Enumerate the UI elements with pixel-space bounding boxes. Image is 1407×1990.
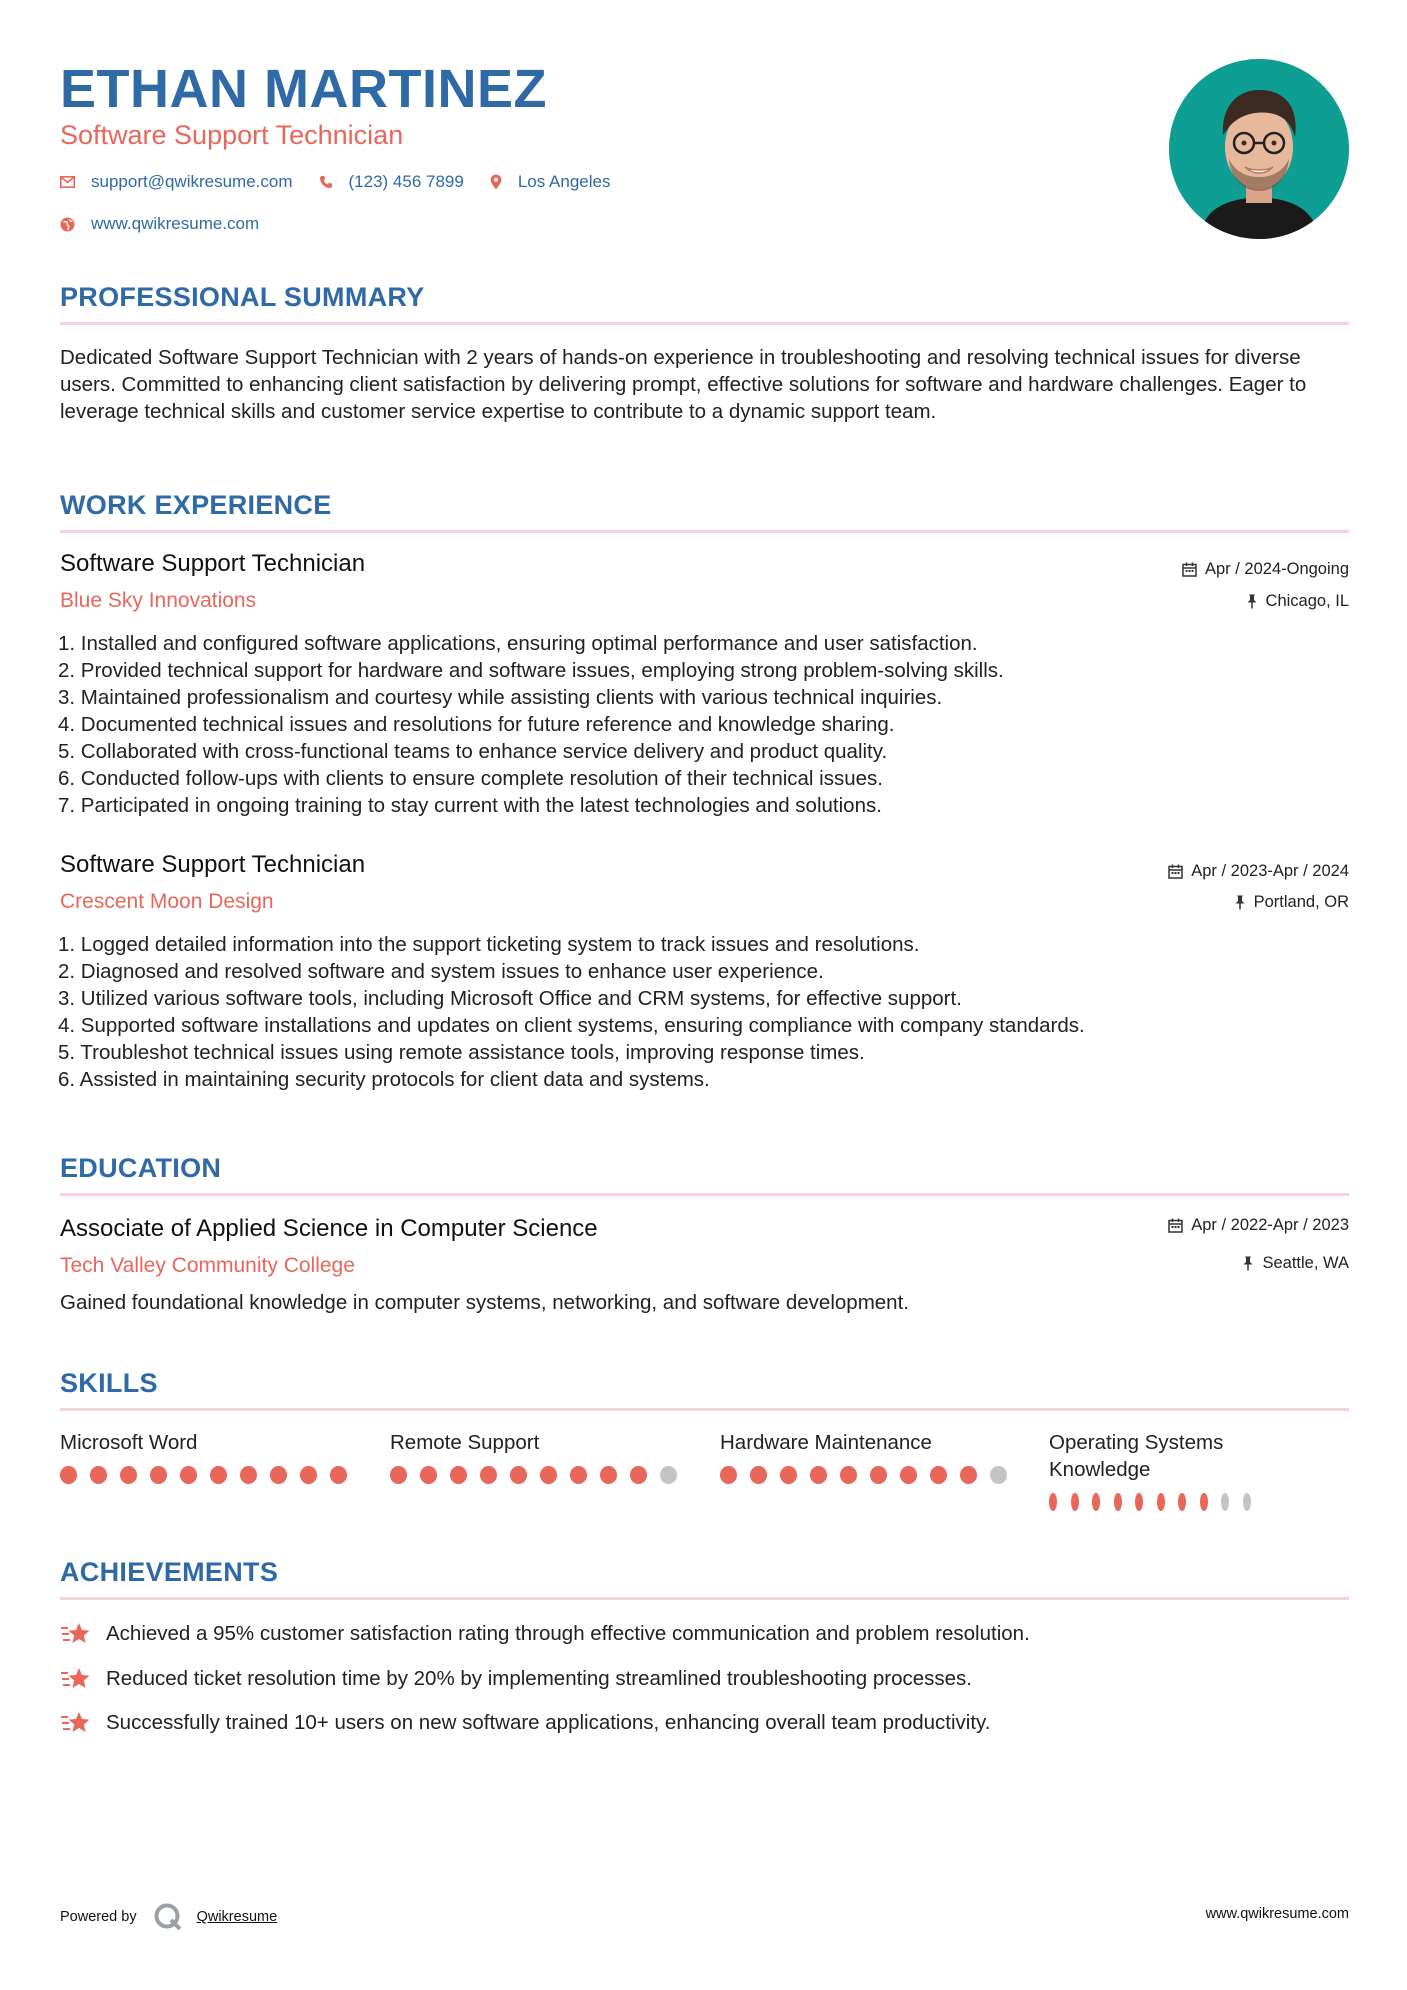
phone-contact[interactable]: [319, 172, 464, 192]
rating-dot-filled: [120, 1466, 137, 1484]
skill-item: [720, 1429, 1020, 1484]
job-2-company: Crescent Moon Design: [60, 890, 274, 913]
email-contact[interactable]: [60, 172, 293, 192]
education-location-text: Seattle, WA: [1262, 1254, 1349, 1272]
rating-dot-filled: [90, 1466, 107, 1484]
website-text: www.qwikresume.com: [91, 214, 260, 233]
achievement-item: [60, 1620, 1030, 1648]
experience-heading: WORK EXPERIENCE: [60, 490, 332, 520]
map-pin-icon: [490, 174, 502, 190]
contact-row-1: [60, 172, 636, 192]
summary-text: Dedicated Software Support Technician with 2 years of hands-on experience in troubleshooting and resolving technical issues for diverse users. Committed to enhancing client satisfaction by delivering prompt, effective solutions for software and hardware challenges. Eager to leverage technical skills and customer service expertise to contribute to a dynamic support team.: [60, 346, 1307, 423]
achievements-heading: ACHIEVEMENTS: [60, 1557, 279, 1587]
rating-dot-empty: [660, 1466, 677, 1484]
rating-dot-filled: [450, 1466, 467, 1484]
education-heading: EDUCATION: [60, 1153, 222, 1183]
rating-dot-filled: [600, 1466, 617, 1484]
education-degree: Associate of Applied Science in Computer Science: [60, 1215, 598, 1242]
job-1-location: [1246, 592, 1349, 611]
phone-icon: [319, 175, 333, 189]
rating-dot-filled: [1200, 1493, 1208, 1511]
contact-row-2: [60, 214, 285, 234]
rating-dot-filled: [1135, 1493, 1143, 1511]
job-1-company: Blue Sky Innovations: [60, 589, 257, 612]
rating-dot-filled: [780, 1466, 797, 1484]
calendar-icon: [1182, 562, 1197, 577]
summary-divider: [60, 322, 1349, 325]
website-contact[interactable]: [60, 214, 259, 234]
rating-dot-filled: [1157, 1493, 1165, 1511]
experience-divider: [60, 530, 1349, 533]
job-2-bullet: 1. Logged detailed information into the support ticketing system to track issues and resolutions.: [58, 933, 920, 956]
rating-dot-filled: [840, 1466, 857, 1484]
job-2-bullet: 4. Supported software installations and updates on client systems, ensuring compliance with company standards.: [58, 1014, 1085, 1037]
education-description: Gained foundational knowledge in computer systems, networking, and software development.: [60, 1291, 909, 1314]
job-1-bullet: 5. Collaborated with cross-functional teams to enhance service delivery and product quality.: [58, 740, 888, 763]
qwikresume-link[interactable]: Qwikresume: [196, 1909, 278, 1925]
envelope-icon: [60, 176, 75, 188]
rating-dot-filled: [300, 1466, 317, 1484]
job-2-dates: [1168, 862, 1349, 881]
rating-dot-filled: [240, 1466, 257, 1484]
pushpin-icon: [1234, 895, 1246, 910]
rating-dot-filled: [750, 1466, 767, 1484]
job-1-location-text: Chicago, IL: [1265, 592, 1349, 610]
achievements-divider: [60, 1597, 1349, 1600]
rating-dot-filled: [150, 1466, 167, 1484]
rating-dot-filled: [1092, 1493, 1100, 1511]
skill-rating: [1049, 1493, 1264, 1511]
skill-name: Remote Support: [390, 1431, 540, 1454]
rating-dot-filled: [390, 1466, 407, 1484]
job-1-bullets: [58, 630, 1347, 819]
job-2-location-text: Portland, OR: [1253, 893, 1349, 911]
globe-icon: [60, 217, 75, 232]
job-2-bullet: 2. Diagnosed and resolved software and system issues to enhance user experience.: [58, 960, 824, 983]
pushpin-icon: [1246, 594, 1258, 609]
rating-dot-filled: [1071, 1493, 1079, 1511]
education-dates: [1168, 1216, 1349, 1235]
education-school: Tech Valley Community College: [60, 1254, 355, 1277]
rating-dot-filled: [900, 1466, 917, 1484]
skills-heading: SKILLS: [60, 1368, 158, 1398]
job-1-bullet: 3. Maintained professionalism and courtesy while assisting clients with various technical inquiries.: [58, 686, 943, 709]
job-2-location: [1234, 893, 1349, 912]
rating-dot-filled: [480, 1466, 497, 1484]
job-2-bullet: 5. Troubleshot technical issues using remote assistance tools, improving response times.: [58, 1041, 865, 1064]
skill-item: [390, 1429, 690, 1484]
rating-dot-filled: [570, 1466, 587, 1484]
rating-dot-filled: [870, 1466, 887, 1484]
rating-dot-filled: [1049, 1493, 1057, 1511]
rating-dot-filled: [960, 1466, 977, 1484]
job-1-bullet: 6. Conducted follow-ups with clients to ensure complete resolution of their technical issues.: [58, 767, 883, 790]
education-location: [1242, 1254, 1349, 1273]
location-contact: [490, 172, 611, 192]
job-1-bullet: 4. Documented technical issues and resolutions for future reference and knowledge sharing.: [58, 713, 895, 736]
skill-name: Operating Systems Knowledge: [1049, 1431, 1224, 1481]
rating-dot-empty: [1221, 1493, 1229, 1511]
job-2-title: Software Support Technician: [60, 851, 366, 878]
rating-dot-empty: [990, 1466, 1007, 1484]
profile-portrait-icon: [1169, 59, 1349, 239]
profile-photo: [1169, 59, 1349, 239]
rating-dot-filled: [720, 1466, 737, 1484]
pushpin-icon: [1242, 1256, 1254, 1271]
achievement-item: [60, 1709, 990, 1737]
skill-rating: [720, 1466, 1020, 1484]
rating-dot-filled: [180, 1466, 197, 1484]
rating-dot-filled: [330, 1466, 347, 1484]
rating-dot-filled: [1114, 1493, 1122, 1511]
rating-dot-filled: [420, 1466, 437, 1484]
candidate-title: Software Support Technician: [60, 120, 404, 150]
rating-dot-filled: [60, 1466, 77, 1484]
star-award-icon: [60, 1620, 92, 1648]
rating-dot-filled: [540, 1466, 557, 1484]
rating-dot-filled: [210, 1466, 227, 1484]
email-text: support@qwikresume.com: [91, 172, 293, 191]
skill-rating: [60, 1466, 360, 1484]
skill-item: [1049, 1429, 1264, 1511]
achievement-text: Successfully trained 10+ users on new software applications, enhancing overall team productivity.: [106, 1711, 991, 1734]
skill-item: [60, 1429, 360, 1484]
star-award-icon: [60, 1665, 92, 1693]
rating-dot-filled: [510, 1466, 527, 1484]
rating-dot-filled: [630, 1466, 647, 1484]
job-2-bullet: 3. Utilized various software tools, including Microsoft Office and CRM systems, for effective support.: [58, 987, 962, 1010]
footer-website[interactable]: www.qwikresume.com: [1205, 1906, 1349, 1922]
skill-rating: [390, 1466, 690, 1484]
candidate-name: ETHAN MARTINEZ: [60, 59, 547, 119]
summary-heading: PROFESSIONAL SUMMARY: [60, 282, 425, 312]
qwikresume-logo-icon: [153, 1902, 183, 1932]
footer-powered-by: [60, 1902, 277, 1932]
achievement-text: Reduced ticket resolution time by 20% by implementing streamlined troubleshooting processes.: [106, 1667, 973, 1690]
job-1-dates-text: Apr / 2024-Ongoing: [1204, 560, 1349, 578]
job-1-dates: [1182, 560, 1349, 579]
skill-name: Microsoft Word: [60, 1431, 198, 1454]
job-2-bullet: 6. Assisted in maintaining security protocols for client data and systems.: [58, 1068, 710, 1091]
phone-text: (123) 456 7899: [348, 172, 464, 191]
star-award-icon: [60, 1709, 92, 1737]
location-text: Los Angeles: [517, 172, 611, 191]
rating-dot-filled: [270, 1466, 287, 1484]
education-divider: [60, 1193, 1349, 1196]
rating-dot-filled: [810, 1466, 827, 1484]
calendar-icon: [1168, 1218, 1183, 1233]
powered-by-label: Powered by: [60, 1909, 137, 1925]
education-dates-text: Apr / 2022-Apr / 2023: [1191, 1216, 1349, 1234]
skills-divider: [60, 1408, 1349, 1411]
job-1-bullet: 7. Participated in ongoing training to stay current with the latest technologies and solutions.: [58, 794, 882, 817]
achievement-item: [60, 1665, 972, 1693]
job-1-title: Software Support Technician: [60, 550, 366, 577]
job-1-bullet: 1. Installed and configured software applications, ensuring optimal performance and user satisfaction.: [58, 632, 978, 655]
calendar-icon: [1168, 864, 1183, 879]
job-2-bullets: [58, 931, 1347, 1093]
skill-name: Hardware Maintenance: [720, 1431, 932, 1454]
rating-dot-filled: [1178, 1493, 1186, 1511]
job-1-bullet: 2. Provided technical support for hardware and software issues, employing strong problem-solving skills.: [58, 659, 1004, 682]
achievement-text: Achieved a 95% customer satisfaction rating through effective communication and problem resolution.: [106, 1622, 1030, 1645]
rating-dot-empty: [1243, 1493, 1251, 1511]
rating-dot-filled: [930, 1466, 947, 1484]
job-2-dates-text: Apr / 2023-Apr / 2024: [1191, 862, 1349, 880]
